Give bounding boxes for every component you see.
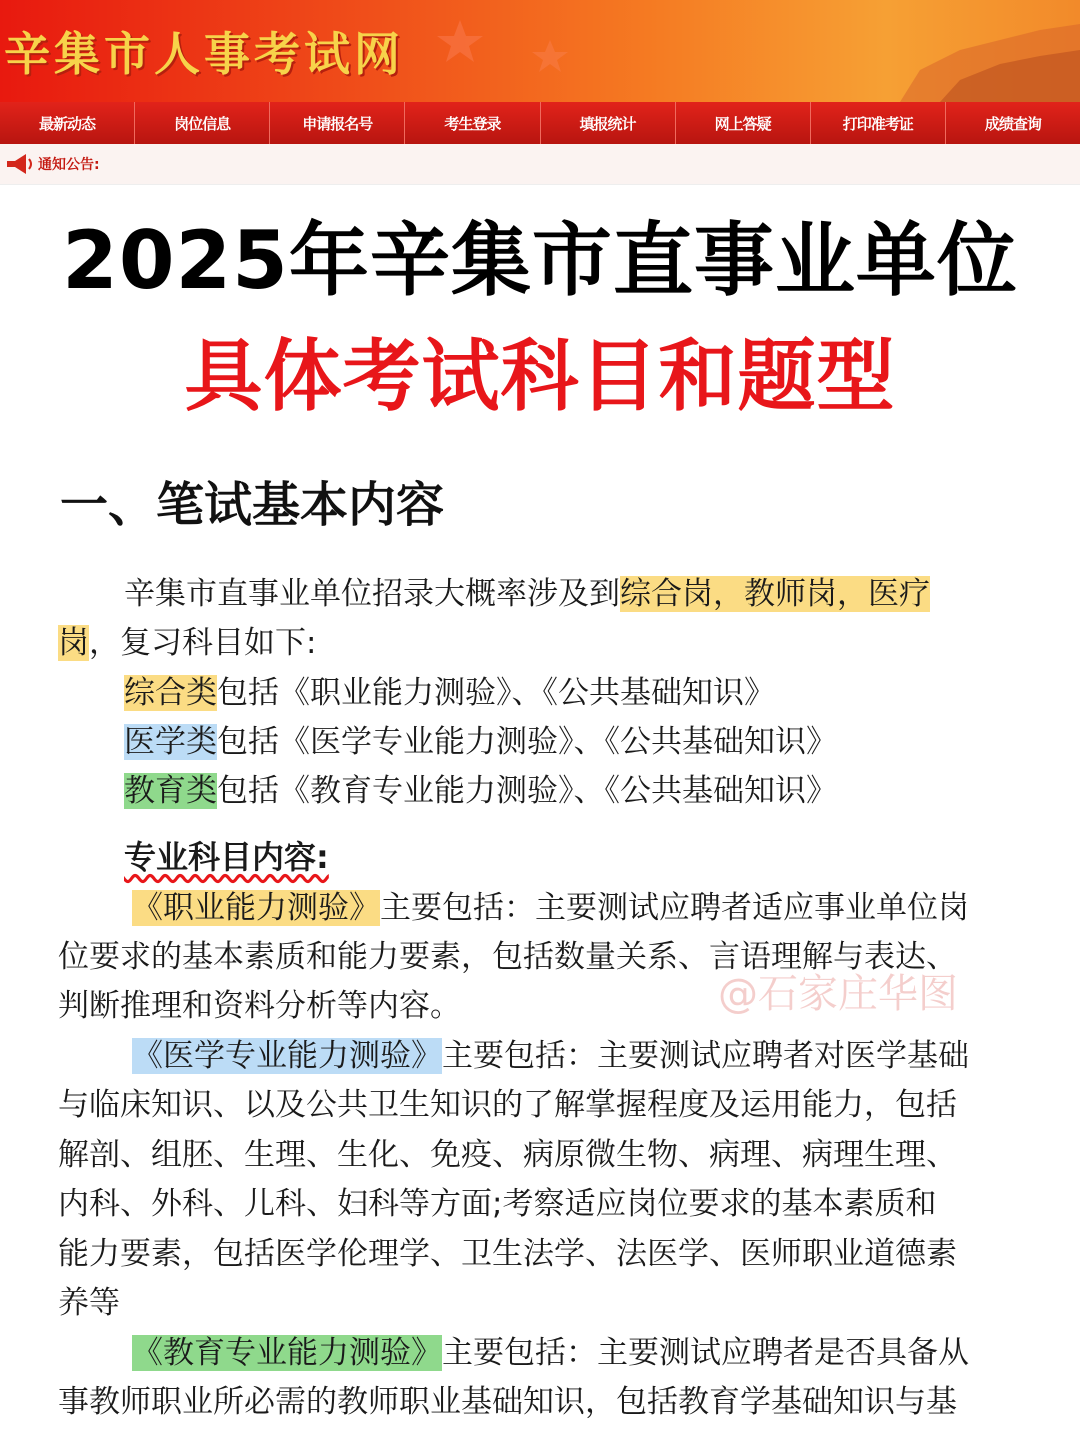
zhiye-line-2: 位要求的基本素质和能力要素，包括数量关系、言语理解与表达、: [58, 939, 957, 975]
article-title: 2025年辛集市直事业单位: [62, 214, 1018, 307]
jiaoyu-text-1: 主要包括：主要测试应聘者是否具备从: [442, 1335, 969, 1371]
yixue-label: 《医学专业能力测验》: [132, 1038, 442, 1074]
site-title: 辛集市人事考试网: [4, 27, 404, 81]
main-nav: [0, 102, 1080, 144]
category-text: 包括《职业能力测验》、《公共基础知识》: [217, 675, 775, 711]
category-label: 教育类: [124, 773, 217, 809]
nav-item-apply-number[interactable]: 申请报名号: [270, 102, 405, 144]
notice-label: 通知公告:: [38, 157, 100, 173]
intro-text: 辛集市直事业单位招录大概率涉及到: [124, 576, 620, 612]
category-zonghe: [124, 673, 775, 713]
megaphone-icon: [4, 150, 34, 178]
zhiye-line-3: 判断推理和资料分析等内容。: [58, 988, 461, 1024]
yixue-line-1: [132, 1036, 969, 1076]
intro-highlight: 综合岗，教师岗，医疗: [620, 576, 930, 612]
intro-line-1: [124, 574, 930, 614]
jiaoyu-label: 《教育专业能力测验》: [132, 1335, 442, 1371]
nav-item-scores[interactable]: 成绩查询: [984, 114, 1041, 133]
yixue-line-5: 能力要素，包括医学伦理学、卫生法学、法医学、医师职业道德素: [58, 1236, 957, 1272]
intro-highlight-2: 岗: [58, 625, 89, 661]
banner-decoration: [300, 0, 1080, 102]
yixue-text-1: 主要包括：主要测试应聘者对医学基础: [442, 1038, 969, 1074]
yixue-line-6: 养等: [58, 1285, 120, 1321]
zhiye-label: 《职业能力测验》: [132, 890, 380, 926]
article-subtitle: 具体考试科目和题型: [184, 332, 896, 422]
yixue-line-3: 解剖、组胚、生理、生化、免疫、病原微生物、病理、病理生理、: [58, 1137, 957, 1173]
jiaoyu-line-1: [132, 1333, 969, 1373]
subheading: 专业科目内容:: [124, 838, 329, 876]
category-label: 医学类: [124, 724, 217, 760]
category-yixue: [124, 722, 837, 762]
category-label: 综合类: [124, 675, 217, 711]
category-text: 包括《医学专业能力测验》、《公共基础知识》: [217, 724, 837, 760]
nav-item-positions[interactable]: 岗位信息: [135, 102, 270, 144]
zhiye-line-1: [132, 888, 969, 928]
notice-bar: [0, 144, 1080, 185]
yixue-line-2: 与临床知识、以及公共卫生知识的了解掌握程度及运用能力，包括: [58, 1087, 957, 1123]
nav-item-qa[interactable]: 网上答疑: [676, 102, 811, 144]
category-text: 包括《教育专业能力测验》、《公共基础知识》: [217, 773, 837, 809]
nav-item-news[interactable]: 最新动态: [0, 102, 135, 144]
site-banner: [0, 0, 1080, 102]
intro-line-2: [58, 623, 316, 663]
nav-item-login[interactable]: 考生登录: [405, 102, 540, 144]
intro-text-2: ，复习科目如下:: [89, 625, 317, 661]
watermark: @石家庄华图: [718, 971, 958, 1017]
zhiye-text-1: 主要包括：主要测试应聘者适应事业单位岗: [380, 890, 969, 926]
jiaoyu-line-2: 事教师职业所必需的教师职业基础知识，包括教育学基础知识与基: [58, 1384, 957, 1420]
nav-item-print-ticket[interactable]: 打印准考证: [811, 102, 946, 144]
category-jiaoyu: [124, 771, 837, 811]
section-heading: 一、笔试基本内容: [60, 477, 445, 533]
nav-item-statistics[interactable]: 填报统计: [541, 102, 676, 144]
yixue-line-4: 内科、外科、儿科、妇科等方面;考察适应岗位要求的基本素质和: [58, 1186, 937, 1222]
